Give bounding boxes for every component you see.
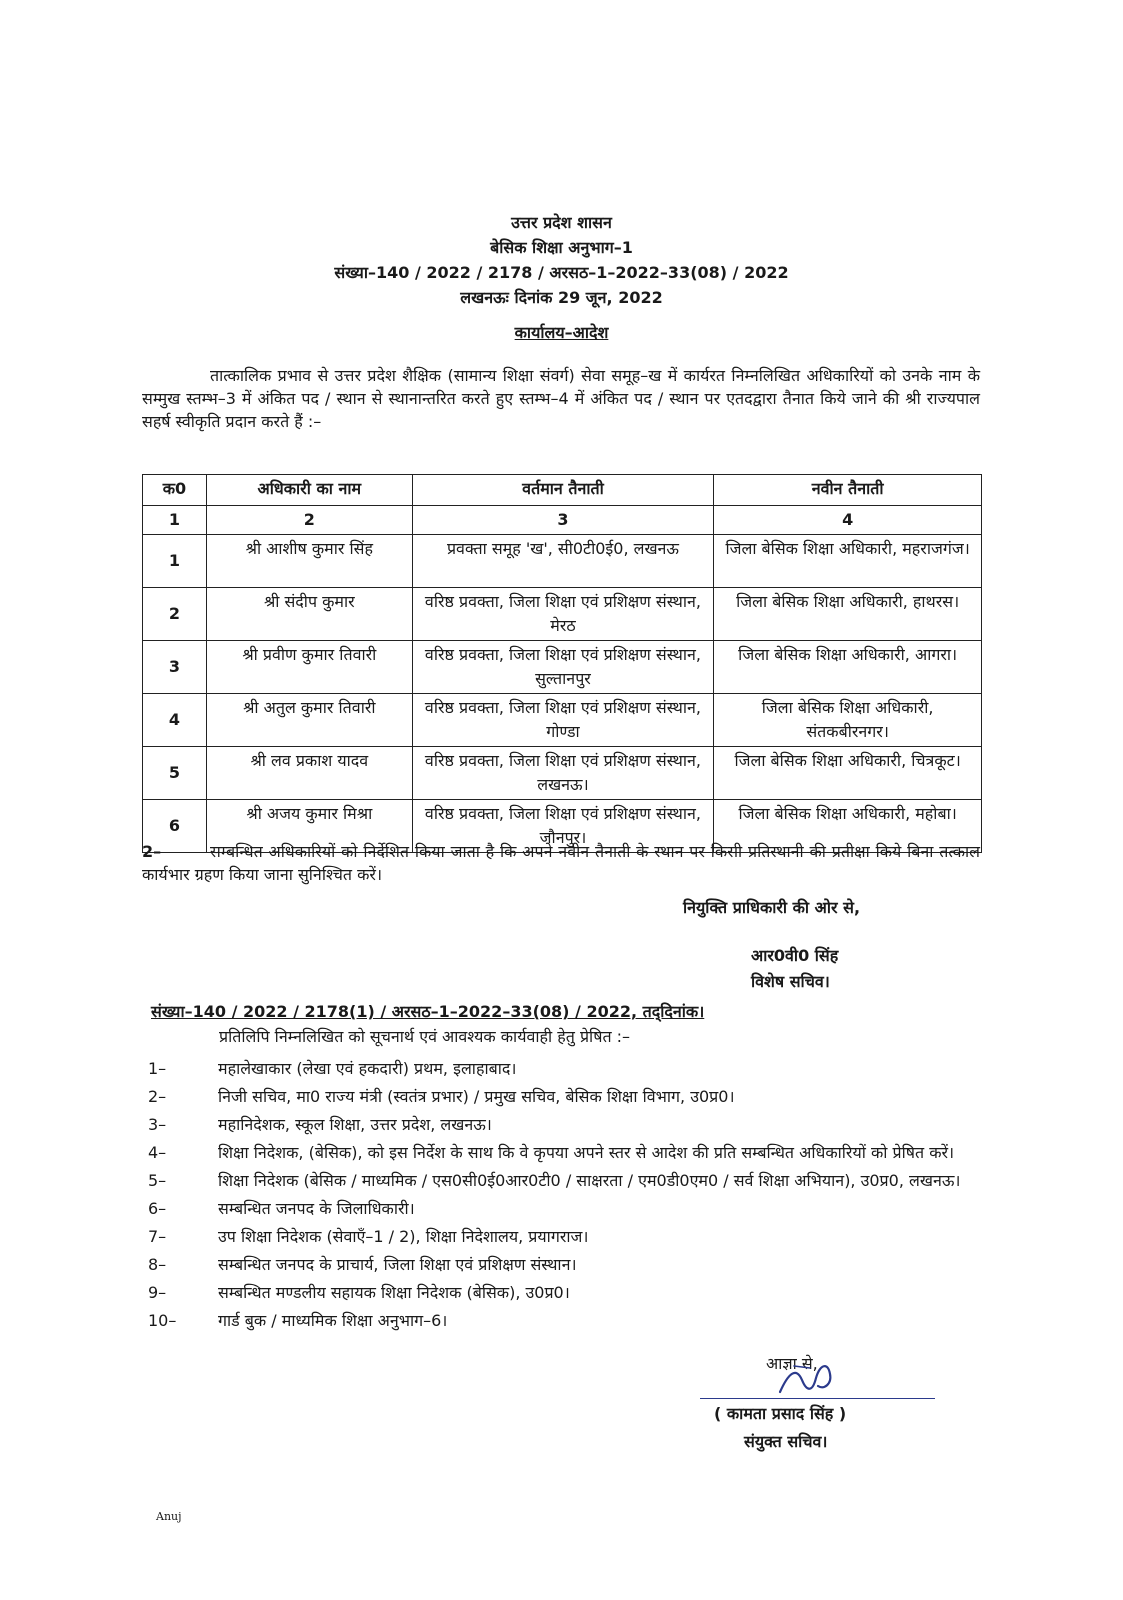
row-sn: 2 (143, 588, 207, 641)
list-item-text: शिक्षा निदेशक (बेसिक / माध्यमिक / एस0सी0ई0आर0टी0 / साक्षरता / एम0डी0एम0 / सर्व शिक्षा अभियान), उ0प्र0, लखनऊ। (218, 1171, 961, 1190)
order-phrase: आज्ञा से, (766, 1354, 818, 1373)
list-item-number: 3– (148, 1115, 167, 1134)
row-new-posting: जिला बेसिक शिक्षा अधिकारी, चित्रकूट। (714, 747, 982, 800)
list-item-number: 8– (148, 1255, 167, 1274)
list-item-text: महालेखाकार (लेखा एवं हकदारी) प्रथम, इलाहाबाद। (218, 1059, 517, 1078)
list-item-number: 9– (148, 1283, 167, 1302)
table-row (143, 694, 982, 747)
row-sn: 4 (143, 694, 207, 747)
row-current-posting: प्रवक्ता समूह 'ख', सी0टी0ई0, लखनऊ (412, 535, 714, 588)
copy-list (148, 1057, 988, 1337)
list-item-text: गार्ड बुक / माध्यमिक शिक्षा अनुभाग–6। (218, 1311, 448, 1330)
row-current-posting: वरिष्ठ प्रवक्ता, जिला शिक्षा एवं प्रशिक्षण संस्थान, गोण्डा (412, 694, 714, 747)
col-header-current: वर्तमान तैनाती (412, 475, 714, 506)
row-current-posting: वरिष्ठ प्रवक्ता, जिला शिक्षा एवं प्रशिक्षण संस्थान, लखनऊ। (412, 747, 714, 800)
table-row (143, 535, 982, 588)
row-name: श्री प्रवीण कुमार तिवारी (206, 641, 412, 694)
intro-paragraph: तात्कालिक प्रभाव से उत्तर प्रदेश शैक्षिक (सामान्य शिक्षा संवर्ग) सेवा समूह–ख में कार्यरत निम्नलिखित अधिकारियों को उनके नाम के सम्मुख स्तम्भ–3 में अंकित पद / स्थान से स्थानान्तरित करते हुए स्तम्भ–4 में अंकित पद / स्थान पर एतदद्वारा तैनात किये जाने की श्री राज्यपाल सहर्ष स्वीकृति प्रदान करते हैं :– (142, 366, 980, 431)
col-number: 1 (143, 506, 207, 535)
list-item (148, 1057, 988, 1081)
row-sn: 5 (143, 747, 207, 800)
row-name: श्री संदीप कुमार (206, 588, 412, 641)
header-govt: उत्तर प्रदेश शासन (511, 213, 612, 232)
row-new-posting: जिला बेसिक शिक्षा अधिकारी, महराजगंज। (714, 535, 982, 588)
signatory-1-name: आर0वी0 सिंह (751, 946, 839, 965)
row-new-posting: जिला बेसिक शिक्षा अधिकारी, महोबा। (714, 800, 982, 853)
list-item-text: सम्बन्धित मण्डलीय सहायक शिक्षा निदेशक (बेसिक), उ0प्र0। (218, 1283, 570, 1302)
col-number: 4 (714, 506, 982, 535)
row-name: श्री अतुल कुमार तिवारी (206, 694, 412, 747)
table-column-number-row (143, 506, 982, 535)
list-item-text: सम्बन्धित जनपद के प्राचार्य, जिला शिक्षा एवं प्रशिक्षण संस्थान। (218, 1255, 577, 1274)
typist-initials: Anuj (156, 1510, 182, 1523)
table-row (143, 588, 982, 641)
list-item-text: सम्बन्धित जनपद के जिलाधिकारी। (218, 1199, 415, 1218)
list-item-number: 10– (148, 1311, 177, 1330)
list-item-text: शिक्षा निदेशक, (बेसिक), को इस निर्देश के साथ कि वे कृपया अपने स्तर से आदेश की प्रति सम्बन्धित अधिकारियों को प्रेषित करें। (218, 1143, 955, 1162)
row-new-posting: जिला बेसिक शिक्षा अधिकारी, आगरा। (714, 641, 982, 694)
col-number: 3 (412, 506, 714, 535)
signature-underline (700, 1398, 935, 1399)
list-item-number: 4– (148, 1143, 167, 1162)
signatory-2-name: ( कामता प्रसाद सिंह ) (714, 1404, 847, 1423)
row-name: श्री अजय कुमार मिश्रा (206, 800, 412, 853)
list-item (148, 1113, 988, 1137)
row-sn: 3 (143, 641, 207, 694)
list-item-number: 2– (148, 1087, 167, 1106)
list-item-number: 5– (148, 1171, 167, 1190)
col-number: 2 (206, 506, 412, 535)
signatory-1-designation: विशेष सचिव। (751, 972, 830, 991)
row-current-posting: वरिष्ठ प्रवक्ता, जिला शिक्षा एवं प्रशिक्षण संस्थान, मेरठ (412, 588, 714, 641)
copy-reference: संख्या–140 / 2022 / 2178(1) / अरसठ–1–2022–33(08) / 2022, तद्‌दिनांक। (151, 1002, 705, 1021)
para-2-text: सम्बन्धित अधिकारियों को निर्देशित किया जाता है कि अपने नवीन तैनाती के स्थान पर किसी प्रतिस्थानी की प्रतीक्षा किये बिना तत्काल कार्यभार ग्रहण किया जाना सुनिश्चित करें। (142, 842, 980, 884)
list-item-text: महानिदेशक, स्कूल शिक्षा, उत्तर प्रदेश, लखनऊ। (218, 1115, 492, 1134)
table-header-row (143, 475, 982, 506)
row-current-posting: वरिष्ठ प्रवक्ता, जिला शिक्षा एवं प्रशिक्षण संस्थान, सुल्तानपुर (412, 641, 714, 694)
list-item (148, 1169, 988, 1193)
list-item-number: 7– (148, 1227, 167, 1246)
list-item (148, 1225, 988, 1249)
list-item (148, 1141, 988, 1165)
para-2-number: 2– (142, 842, 162, 861)
table-row (143, 641, 982, 694)
row-name: श्री आशीष कुमार सिंह (206, 535, 412, 588)
list-item-number: 6– (148, 1199, 167, 1218)
signatory-2-designation: संयुक्त सचिव। (744, 1432, 828, 1451)
copy-intro: प्रतिलिपि निम्नलिखित को सूचनार्थ एवं आवश्यक कार्यवाही हेतु प्रेषित :– (219, 1027, 631, 1046)
authority-line: नियुक्ति प्राधिकारी की ओर से, (683, 898, 861, 917)
list-item-text: उप शिक्षा निदेशक (सेवाएँ–1 / 2), शिक्षा निदेशालय, प्रयागराज। (218, 1227, 589, 1246)
col-header-name: अधिकारी का नाम (206, 475, 412, 506)
order-title: कार्यालय–आदेश (514, 323, 609, 342)
row-sn: 1 (143, 535, 207, 588)
list-item (148, 1253, 988, 1277)
list-item (148, 1309, 988, 1333)
handwritten-signature-icon (770, 1356, 850, 1402)
list-item (148, 1197, 988, 1221)
transfer-table (142, 474, 982, 853)
table-row (143, 747, 982, 800)
header-date: लखनऊः दिनांक 29 जून, 2022 (460, 288, 663, 307)
list-item-number: 1– (148, 1059, 167, 1078)
row-current-posting: वरिष्ठ प्रवक्ता, जिला शिक्षा एवं प्रशिक्षण संस्थान, जौनपुर। (412, 800, 714, 853)
row-name: श्री लव प्रकाश यादव (206, 747, 412, 800)
row-new-posting: जिला बेसिक शिक्षा अधिकारी, संतकबीरनगर। (714, 694, 982, 747)
list-item (148, 1281, 988, 1305)
row-new-posting: जिला बेसिक शिक्षा अधिकारी, हाथरस। (714, 588, 982, 641)
row-sn: 6 (143, 800, 207, 853)
col-header-new: नवीन तैनाती (714, 475, 982, 506)
header-reference: संख्या–140 / 2022 / 2178 / अरसठ–1–2022–33(08) / 2022 (334, 263, 789, 282)
para-2 (142, 840, 980, 886)
header-section: बेसिक शिक्षा अनुभाग–1 (490, 238, 633, 257)
list-item (148, 1085, 988, 1109)
list-item-text: निजी सचिव, मा0 राज्य मंत्री (स्वतंत्र प्रभार) / प्रमुख सचिव, बेसिक शिक्षा विभाग, उ0प्र0। (218, 1087, 735, 1106)
col-header-sn: क0 (143, 475, 207, 506)
